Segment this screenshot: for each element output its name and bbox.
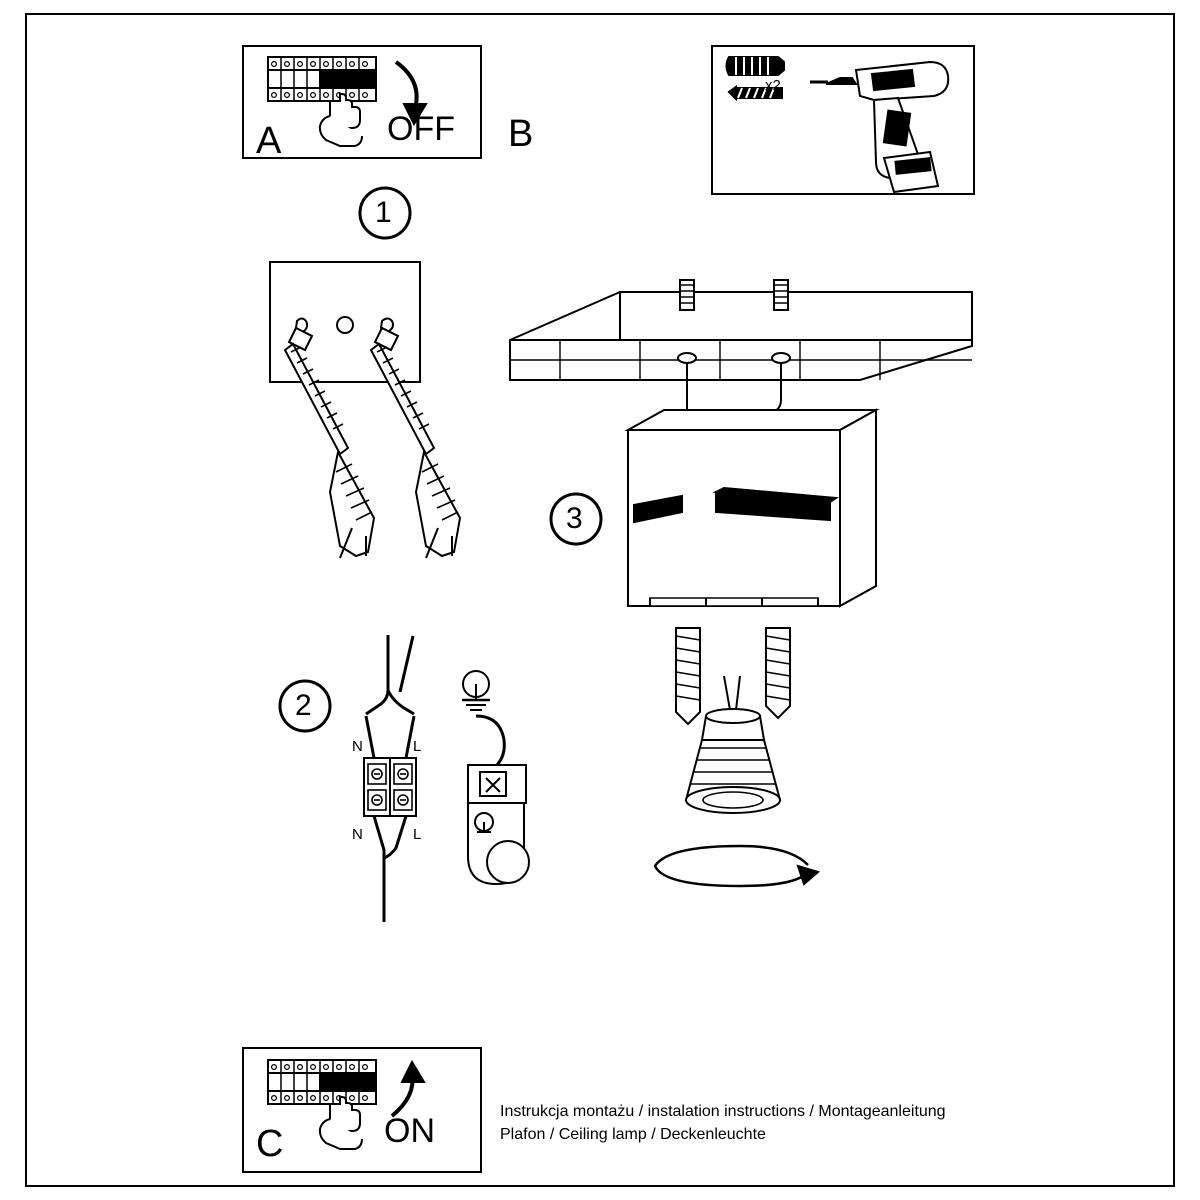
ceiling-lamp-icon (510, 280, 972, 886)
panel-b-quantity: x2 (765, 77, 781, 94)
terminal-label-l-bottom: L (413, 826, 422, 843)
footer-title: Instrukcja montażu / instalation instructions / Montageanleitung (500, 1103, 946, 1120)
terminal-block-icon (364, 635, 416, 922)
mounting-plate-icon (270, 262, 460, 558)
fixing-screw-left (676, 628, 700, 724)
rotate-arrow-icon (655, 846, 818, 886)
fuse-box-icon-a (268, 57, 376, 101)
ceiling-anchor-left (680, 280, 694, 310)
step-2-number: 2 (295, 689, 312, 722)
wall-plug-icon (727, 57, 785, 75)
wall-plug-right (416, 452, 460, 558)
step-3-number: 3 (566, 502, 583, 535)
earth-ground-icon (462, 671, 490, 710)
earth-terminal-icon (468, 716, 529, 884)
terminal-label-n-top: N (352, 738, 363, 755)
terminal-label-n-bottom: N (352, 826, 363, 843)
panel-c-letter: C (256, 1123, 284, 1165)
panel-c-state-label: ON (384, 1112, 435, 1150)
fixing-screw-right (766, 628, 790, 718)
wall-plug-left (330, 452, 374, 558)
step-1-number: 1 (375, 196, 392, 229)
panel-a-letter: A (256, 120, 282, 162)
panel-b-letter: B (508, 113, 534, 155)
fuse-box-icon-c (268, 1060, 376, 1104)
ceiling-anchor-right (774, 280, 788, 310)
panel-a-state-label: OFF (387, 110, 455, 148)
footer-product: Plafon / Ceiling lamp / Deckenleuchte (500, 1126, 766, 1143)
terminal-label-l-top: L (413, 738, 422, 755)
